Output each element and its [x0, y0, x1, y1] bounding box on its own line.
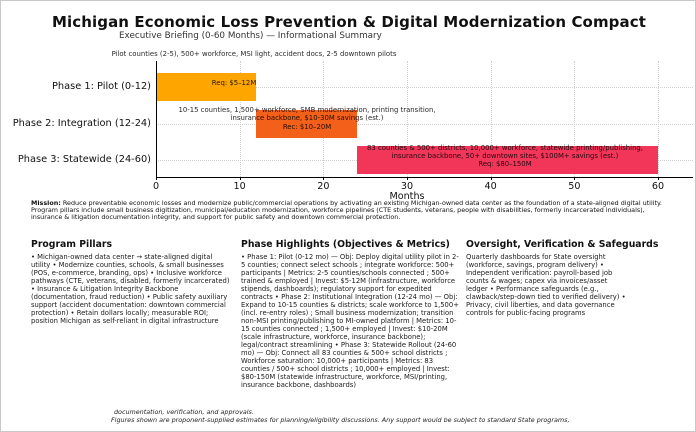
- column-program-pillars: [31, 239, 231, 325]
- y-tick-label: Phase 1: Pilot (0-12): [52, 81, 151, 92]
- page-title: Michigan Economic Loss Prevention & Digital Modernization Compact: [51, 13, 647, 31]
- x-tick-label: 0: [152, 181, 160, 192]
- y-gridline: [156, 124, 693, 125]
- phase3-bar-label: Req: $80–150M: [478, 160, 532, 168]
- phase1-bar-label: Req: $5–12M: [211, 79, 257, 87]
- column-phase-highlights: [241, 239, 463, 389]
- x-axis-title: Months: [389, 191, 425, 202]
- x-tick-label: 50: [568, 181, 581, 192]
- mission-statement: [31, 200, 671, 220]
- y-tick-label: Phase 2: Integration (12-24): [12, 118, 151, 129]
- mission-text: Reduce preventable economic losses and modernize public/commercial operations by activating an existing Michigan-owned data center as the foundation of a state-aligned digital utility. Program pillars include small business digitization, municipal/education modernization, workforce pipelines (CTE students, veterans, people with disabilities, formerly incarcerated individuals), insurance & litigation documentation integrity, and support for public safety and downtown commercial protection.: [31, 199, 662, 221]
- column-title: Program Pillars: [31, 239, 112, 250]
- y-tick-label: Phase 3: Statewide (24-60): [17, 153, 151, 165]
- x-tick-label: 20: [317, 181, 330, 192]
- phase-bar: [156, 73, 256, 101]
- column-body: Quarterly dashboards for State oversight (workforce, savings, program delivery) • Independent verification: payroll-based job counts & wages; capex via invoices/asset ledger • Performance safeguards (e.g., clawback/step-down tied to verified delivery) • Privacy, civil liberties, and data governance controls for public-facing programs: [466, 253, 626, 317]
- phase2-bar-label: Rec: $10–20M: [282, 122, 332, 131]
- y-axis-line: [156, 61, 157, 177]
- phase2-annotation-line2: insurance backbone, $10-30M savings (est.): [230, 114, 384, 122]
- phase3-annotation-line1: 83 counties & 500+ districts, 10,000+ workforce, statewide printing/publishing,: [366, 144, 644, 152]
- x-axis-line: [156, 177, 693, 178]
- phase2-annotation-line1: 10-15 counties, 1,500+ workforce, SMB modernization, printing transition,: [178, 106, 436, 114]
- column-title: Phase Highlights (Objectives & Metrics): [241, 239, 450, 250]
- x-tick-label: 40: [484, 181, 497, 192]
- page-subtitle: Executive Briefing (0-60 Months) — Informational Summary: [119, 31, 382, 41]
- x-tick-label: 30: [400, 181, 414, 192]
- footer-note-line2: Figures shown are proponent-supplied estimates for planning/eligibility discussions. Any support would be subject to standard State programs,: [111, 416, 570, 424]
- phase1-annotation: Pilot counties (2-5), 500+ workforce, MSI light, accident docs, 2-5 downtown pilots: [111, 50, 397, 58]
- phase3-annotation-line2: insurance backbone, 50+ downtown sites, $100M+ savings (est.): [391, 152, 619, 160]
- column-body: • Michigan-owned data center → state-aligned digital utility • Modernize counties, schools, & small businesses (POS, e-commerce, branding, ops) • Inclusive workforce pathways (CTE, veterans, disabled, formerly incarcerated) • Insurance & Litigation Integrity Backbone (documentation, fraud reduction) • Public safety auxiliary support (accident documentation: downtown commercial protection) • Retain dollars locally; measurable ROI; position Michigan as self-reliant in digital infrastructure: [31, 253, 230, 325]
- x-tick-label: 10: [233, 181, 246, 192]
- column-oversight-safeguards: [466, 239, 681, 317]
- column-body: • Phase 1: Pilot (0-12 mo) — Obj: Deploy digital utility pilot in 2-5 counties; connect select schools ; integrate workforce: 500+ participants | Metrics: 2-5 counties/schools connected ; 500+ trained & employed | Invest: $5-12M (infrastructure, workforce stipends, dashboards); regulatory support for expedited contracts • Phase 2: Institutional Integration (12-24 mo) — Obj: Expand to 10-15 counties & districts; scale workforce to 1,500+ (incl. re-entry roles) ; Small business modernization; transition non-MSI printing/publishing to MI-owned platform | Metrics: 10-15 counties connected ; 1,500+ employed | Invest: $10-20M (scale infrastructure, workforce, insurance backbone); legal/contract streamlining • Phase 3: Statewide Rollout (24-60 mo) — Obj: Connect all 83 counties & 500+ school districts ; Workforce saturation: 10,000+ participants | Metrics: 83 counties / 500+ school districts ; 10,000+ employed | Invest: $80-150M (statewide infrastructure, workforce, MSI/printing, insurance backbone, dashboards): [241, 253, 459, 389]
- x-tick-label: 60: [651, 181, 665, 192]
- mission-label: Mission:: [31, 199, 61, 207]
- footer-note-line1: documentation, verification, and approvals.: [114, 408, 254, 416]
- column-title: Oversight, Verification & Safeguards: [466, 239, 659, 250]
- phase-timeline-chart: [1, 1, 696, 201]
